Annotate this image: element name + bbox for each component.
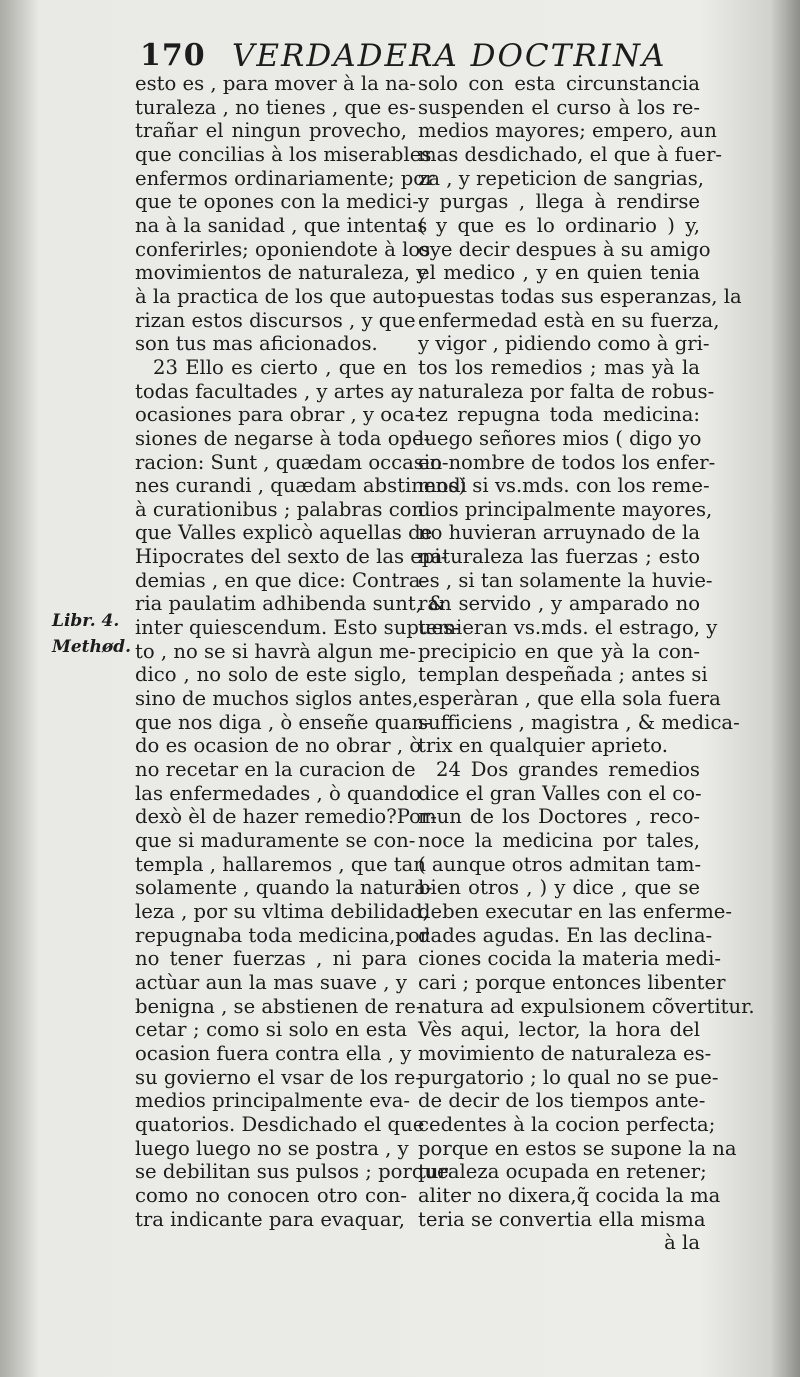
text-line: solamente , quando la natura- (135, 876, 433, 900)
text-line: mos) si vs.mds. con los reme- (418, 474, 710, 498)
text-line: inter quiescendum. Esto supues- (135, 616, 460, 640)
text-line: sino de muchos siglos antes, (135, 687, 419, 711)
text-line: naturaleza las fuerzas ; esto (418, 545, 700, 569)
text-line: cetar ; como si solo en esta (135, 1018, 407, 1042)
text-line: dios principalmente mayores, (418, 497, 713, 521)
margin-note (52, 608, 131, 660)
text-line: que Valles explicò aquellas de (135, 521, 433, 545)
text-line: tra indicante para evaquar, (135, 1207, 405, 1231)
text-line: de decir de los tiempos ante- (418, 1089, 706, 1113)
text-line: y purgas , llega à rendirse (418, 190, 700, 214)
text-line: purgatorio ; lo qual no se pue- (418, 1065, 719, 1089)
text-line: ocasion fuera contra ella , y (135, 1041, 412, 1065)
text-line: dades agudas. En las declina- (418, 923, 713, 947)
text-line: ocasiones para obrar , y oca- (135, 403, 422, 427)
text-line: do es ocasion de no obrar , ò (135, 734, 422, 758)
text-line: trañar el ningun provecho, (135, 119, 407, 143)
text-line: quatorios. Desdichado el que (135, 1112, 425, 1136)
text-line: conferirles; oponiendote à los (135, 237, 431, 261)
right-text-column (418, 72, 755, 1255)
text-line: medios mayores; empero, aun (418, 119, 717, 143)
text-line: que nos diga , ò enseñe quan- (135, 710, 431, 734)
text-line: esperàran , que ella sola fuera (418, 687, 721, 711)
text-line: dexò èl de hazer remedio?Por- (135, 805, 437, 829)
text-line: porque en estos se supone la na (418, 1136, 737, 1160)
text-line: naturaleza por falta de robus- (418, 379, 715, 403)
text-line: Hipocrates del sexto de las epi- (135, 545, 448, 569)
text-line: à curationibus ; palabras con (135, 497, 425, 521)
text-line: precipicio en que yà la con- (418, 639, 700, 663)
margin-note-line: Methød. (52, 637, 131, 657)
text-line: todas facultades , y artes ay (135, 379, 414, 403)
text-line: rizan estos discursos , y que (135, 308, 416, 332)
margin-note-line: Libr. 4. (52, 611, 120, 631)
text-line: dico , no solo de este siglo, (135, 663, 407, 687)
text-line: siones de negarse à toda ope- (135, 426, 431, 450)
text-line: turaleza ocupada en retener; (418, 1160, 707, 1184)
text-line: tez repugna toda medicina: (418, 403, 700, 427)
text-line: templa , hallaremos , que tan (135, 852, 426, 876)
text-line: ciones cocida la materia medi- (418, 947, 722, 971)
text-line: sufficiens , magistra , & medica- (418, 710, 740, 734)
text-line: luego señores mios ( digo yo (418, 426, 702, 450)
text-line: mun de los Doctores , reco- (418, 805, 700, 829)
text-line: natura ad expulsionem cõvertitur. (418, 994, 755, 1018)
text-line: benigna , se abstienen de re- (135, 994, 423, 1018)
text-line: no recetar en la curacion de (135, 758, 416, 782)
text-line: que si maduramente se con- (135, 829, 416, 852)
text-line: son tus mas aficionados. (135, 332, 378, 356)
text-line: noce la medicina por tales, (418, 829, 700, 852)
text-line: medios principalmente eva- (135, 1089, 411, 1113)
text-line: en nombre de todos los enfer- (418, 450, 716, 474)
text-line: no tener fuerzas , ni para (135, 947, 407, 971)
text-line: à la (664, 1231, 700, 1255)
page-gutter-shadow (0, 0, 38, 1377)
text-line: nes curandi , quædam abstinendi (135, 474, 467, 498)
text-line: mas desdichado, el que à fuer- (418, 142, 723, 166)
text-line: oye decir despues à su amigo (418, 237, 711, 261)
text-line: se debilitan sus pulsos ; porque (135, 1160, 449, 1184)
text-line: es , si tan solamente la huvie- (418, 568, 713, 592)
text-line: que concilias à los miserables (135, 142, 432, 166)
text-line: teria se convertia ella misma (418, 1207, 706, 1231)
text-line: na à la sanidad , que intentas (135, 213, 428, 237)
text-line: ria paulatim adhibenda sunt, & (135, 592, 446, 616)
text-line: tos los remedios ; mas yà la (418, 355, 700, 379)
page-number: 170 (140, 38, 206, 73)
text-line: templan despeñada ; antes si (418, 663, 708, 687)
text-line: luego luego no se postra , y (135, 1136, 409, 1160)
text-line: racion: Sunt , quædam occasio- (135, 450, 449, 474)
text-line: repugnaba toda medicina,por (135, 923, 430, 947)
text-line: ( aunque otros admitan tam- (418, 852, 702, 876)
left-text-column (135, 72, 467, 1231)
text-line: za , y repeticion de sangrias, (418, 166, 704, 190)
text-line: solo con esta circunstancia (418, 72, 700, 95)
text-line: cari ; porque entonces libenter (418, 970, 726, 994)
text-line: movimiento de naturaleza es- (418, 1041, 712, 1065)
text-line: deben executar en las enferme- (418, 899, 733, 923)
text-line: movimientos de naturaleza, y (135, 261, 428, 285)
text-line: dice el gran Valles con el co- (418, 781, 702, 805)
text-line: ran servido , y amparado no (418, 592, 700, 616)
text-line: como no conocen otro con- (135, 1183, 407, 1207)
text-line: to , no se si havrà algun me- (135, 639, 416, 663)
text-line: las enfermedades , ò quando (135, 781, 421, 805)
text-line: trix en qualquier aprieto. (418, 734, 668, 758)
text-line: cedentes à la cocion perfecta; (418, 1112, 716, 1136)
text-line: ( y que es lo ordinario ) y, (418, 213, 700, 237)
text-line: temieran vs.mds. el estrago, y (418, 616, 718, 640)
text-line: puestas todas sus esperanzas, la (418, 284, 742, 308)
text-line: actùar aun la mas suave , y (135, 970, 407, 994)
text-line: bien otros , ) y dice , que se (418, 876, 700, 900)
text-line: enfermos ordinariamente; por (135, 166, 435, 190)
text-line: su govierno el vsar de los re- (135, 1065, 422, 1089)
text-line: 24 Dos grandes remedios (436, 758, 700, 782)
text-line: y vigor , pidiendo como à gri- (418, 332, 710, 356)
text-line: enfermedad està en su fuerza, (418, 308, 720, 332)
text-line: aliter no dixera,q̃ cocida la ma (418, 1183, 721, 1207)
text-line: turaleza , no tienes , que es- (135, 95, 416, 119)
text-line: el medico , y en quien tenia (418, 261, 700, 285)
text-line: suspenden el curso à los re- (418, 95, 700, 119)
text-line: demias , en que dice: Contra- (135, 568, 427, 592)
text-line: 23 Ello es cierto , que en (153, 355, 407, 379)
text-line: Vès aqui, lector, la hora del (418, 1018, 700, 1042)
text-line: que te opones con la medici- (135, 190, 419, 214)
text-line: esto es , para mover à la na- (135, 72, 417, 95)
text-line: no huvieran arruynado de la (418, 521, 700, 545)
running-title: VERDADERA DOCTRINA (232, 38, 667, 74)
text-line: à la practica de los que auto- (135, 284, 423, 308)
text-line: leza , por su vltima debilidad, (135, 899, 429, 923)
